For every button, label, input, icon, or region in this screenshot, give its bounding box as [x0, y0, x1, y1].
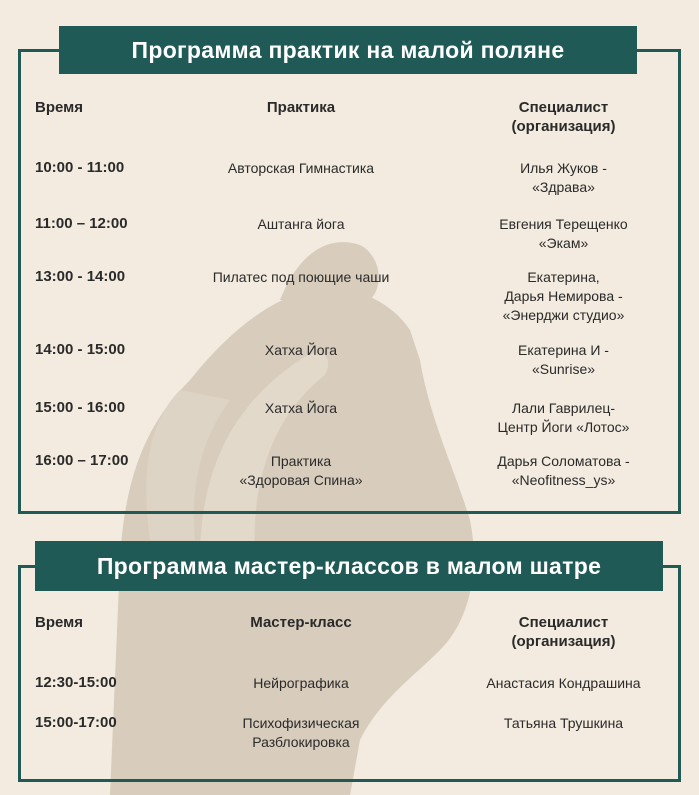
row-time: 13:00 - 14:00 — [35, 268, 126, 285]
row-masterclass: Психофизическая Разблокировка — [242, 715, 360, 750]
row-time: 15:00 - 16:00 — [35, 399, 126, 416]
row-specialist: Анастасия Кондрашина — [486, 675, 641, 691]
row-specialist: Татьяна Трушкина — [503, 715, 624, 731]
row-time: 11:00 – 12:00 — [35, 215, 128, 232]
row-time: 10:00 - 11:00 — [35, 159, 125, 176]
row-specialist: Дарья Соломатова - «Neofitness_ys» — [497, 453, 630, 488]
header-specialist: Специалист (организация) — [511, 99, 616, 135]
row-time: 12:30-15:00 — [35, 674, 117, 691]
row-practice: Хатха Йога — [264, 342, 338, 358]
header-time: Время — [35, 614, 83, 631]
row-specialist: Лали Гаврилец- Центр Йоги «Лотос» — [497, 400, 630, 435]
row-practice: Аштанга йога — [257, 216, 345, 232]
row-specialist: Екатерина, Дарья Немирова - «Энерджи студио» — [502, 269, 625, 323]
row-time: 14:00 - 15:00 — [35, 341, 126, 358]
practices-section — [18, 36, 681, 514]
practices-title: Программа практик на малой поляне — [59, 26, 637, 74]
masterclasses-title: Программа мастер-классов в малом шатре — [35, 541, 663, 591]
header-masterclass: Мастер-класс — [250, 614, 352, 631]
row-specialist: Екатерина И - «Sunrise» — [518, 342, 609, 377]
row-specialist: Илья Жуков - «Здрава» — [520, 160, 607, 195]
header-specialist: Специалист (организация) — [511, 614, 616, 650]
row-practice: Хатха Йога — [264, 400, 338, 416]
header-practice: Практика — [266, 99, 336, 116]
row-practice: Пилатес под поющие чаши — [212, 269, 390, 285]
masterclasses-section — [18, 552, 681, 782]
row-practice: Практика «Здоровая Спина» — [239, 453, 363, 488]
header-time: Время — [35, 99, 83, 116]
row-specialist: Евгения Терещенко «Экам» — [499, 216, 628, 251]
row-time: 16:00 – 17:00 — [35, 452, 129, 469]
row-practice: Авторская Гимнастика — [227, 160, 375, 176]
row-time: 15:00-17:00 — [35, 714, 117, 731]
row-masterclass: Нейрографика — [253, 675, 349, 691]
